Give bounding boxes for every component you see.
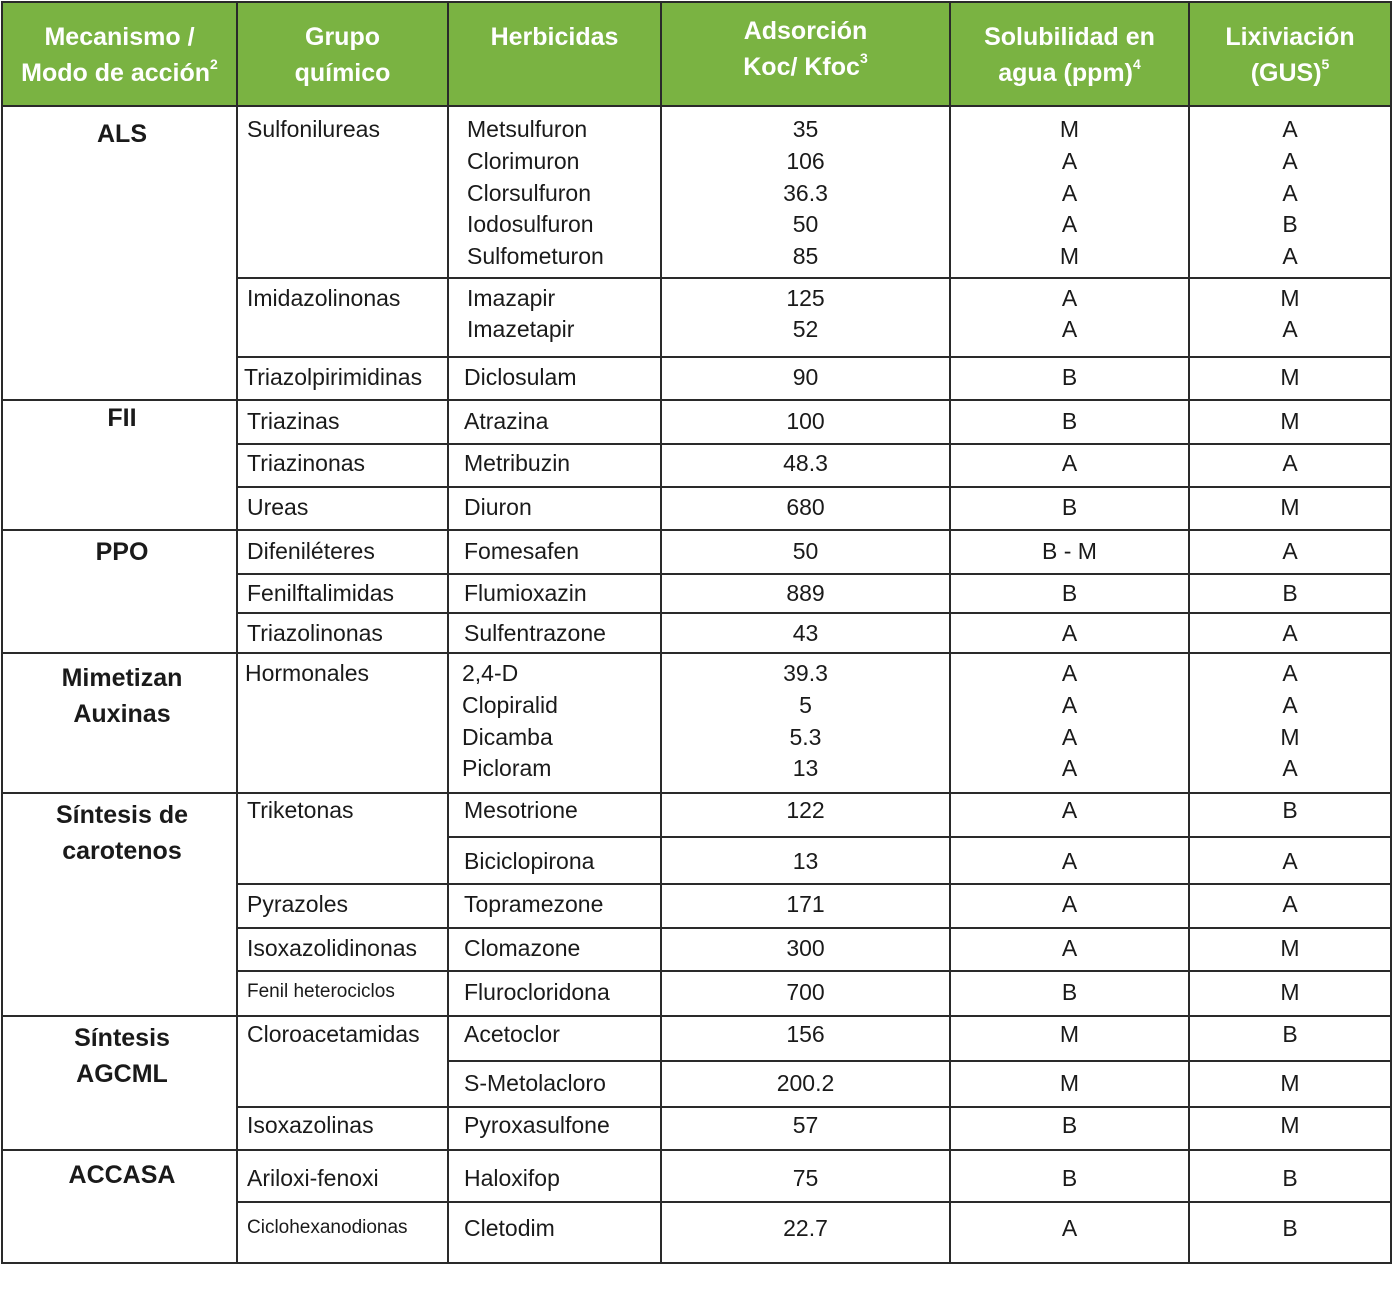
grid-line — [236, 1201, 1392, 1203]
grid-line — [1, 105, 1392, 107]
mechanism-fii — [4, 400, 240, 436]
mechanism-label: Auxinas — [73, 700, 171, 728]
mechanism-carotenos — [4, 797, 240, 869]
header-leaching-line-2 — [1190, 55, 1390, 91]
gus-cell: A — [1282, 848, 1298, 874]
koc-cell: 36.3 — [783, 180, 828, 206]
koc-cell: 50 — [792, 538, 819, 564]
header-solubility-line-2 — [951, 55, 1188, 91]
koc-cell: 300 — [786, 935, 825, 961]
herbicide-cell: Metribuzin — [464, 450, 571, 476]
header-adsorption-line-1: Adsorción — [743, 17, 868, 45]
header-solubility-line-1: Solubilidad en — [984, 22, 1155, 51]
group-cell: Ariloxi-fenoxi — [247, 1165, 379, 1191]
koc-cell: 156 — [786, 1021, 825, 1047]
herbicide-cell: Sulfentrazone — [464, 620, 606, 646]
mechanism-accasa — [4, 1157, 240, 1193]
group-cell: Hormonales — [245, 660, 369, 686]
header-mechanism-footnote: 2 — [210, 55, 218, 72]
gus-cell: B — [1282, 1215, 1298, 1241]
group-cell: Triazolinonas — [247, 620, 383, 646]
header-mechanism-line-2-text: Modo de acción — [21, 58, 211, 87]
group-cell: Triazinas — [247, 408, 340, 434]
gus-cell: A — [1282, 538, 1298, 564]
grid-line — [447, 1, 449, 1264]
mechanism-label: ALS — [97, 120, 147, 148]
grid-line — [236, 277, 1392, 279]
group-cell: Fenilftalimidas — [247, 580, 394, 606]
gus-cell: A — [1282, 450, 1298, 476]
mechanism-label: Síntesis de — [56, 801, 188, 829]
mechanism-label: AGCML — [76, 1060, 168, 1088]
grid-line — [236, 612, 1392, 614]
koc-cell: 5.3 — [789, 724, 822, 750]
grid-line — [236, 927, 1392, 929]
koc-cell: 35 — [792, 116, 819, 142]
solubility-cell: A — [1061, 620, 1078, 646]
gus-cell: B — [1282, 211, 1298, 237]
mechanism-als — [4, 116, 240, 152]
herbicide-cell: Dicamba — [462, 724, 553, 750]
koc-cell: 57 — [792, 1112, 819, 1138]
header-group-line-2: químico — [294, 58, 391, 87]
herbicide-cell: Clopiralid — [462, 692, 558, 718]
herbicide-cell: Biciclopirona — [464, 848, 595, 874]
mechanism-label: FII — [107, 404, 137, 432]
gus-cell: M — [1280, 364, 1300, 390]
herbicide-cell: Topramezone — [464, 891, 604, 917]
herbicide-cell: Sulfometuron — [467, 243, 604, 269]
gus-cell: A — [1282, 755, 1298, 781]
solubility-cell: B — [1061, 408, 1078, 434]
koc-cell: 50 — [792, 211, 819, 237]
group-cell: Isoxazolidinonas — [247, 935, 418, 961]
gus-cell: M — [1280, 935, 1300, 961]
header-solubility-footnote: 4 — [1132, 55, 1141, 72]
group-cell: Imidazolinonas — [247, 285, 401, 311]
gus-cell: A — [1282, 316, 1298, 342]
gus-cell: M — [1280, 979, 1300, 1005]
koc-cell: 680 — [786, 494, 825, 520]
herbicide-cell: Cletodim — [464, 1215, 555, 1241]
solubility-cell: A — [1061, 148, 1078, 174]
koc-cell: 889 — [786, 580, 825, 606]
herbicide-cell: Picloram — [462, 755, 552, 781]
group-cell: Triazolpirimidinas — [244, 364, 423, 390]
header-group-line-1: Grupo — [305, 22, 380, 51]
gus-cell: A — [1282, 116, 1298, 142]
gus-cell: M — [1280, 1070, 1300, 1096]
herbicide-cell: Acetoclor — [464, 1021, 560, 1047]
gus-cell: A — [1282, 891, 1298, 917]
mechanism-label: carotenos — [62, 837, 182, 865]
header-leaching-footnote: 5 — [1321, 55, 1330, 72]
koc-cell: 90 — [792, 364, 819, 390]
koc-cell: 39.3 — [783, 660, 828, 686]
header-adsorption — [662, 3, 949, 106]
gus-cell: A — [1282, 148, 1298, 174]
grid-line — [1, 1, 3, 1264]
solubility-cell: A — [1061, 891, 1078, 917]
gus-cell: B — [1282, 580, 1298, 606]
koc-cell: 5 — [799, 692, 812, 718]
grid-line — [1, 1149, 1392, 1151]
header-herbicides — [449, 3, 660, 106]
grid-line — [236, 486, 1392, 488]
koc-cell: 85 — [792, 243, 819, 269]
koc-cell: 200.2 — [776, 1070, 835, 1096]
solubility-cell: B — [1061, 979, 1078, 1005]
gus-cell: B — [1282, 1021, 1298, 1047]
herbicide-cell: Metsulfuron — [467, 116, 588, 142]
header-herbicides-text: Herbicidas — [490, 23, 619, 51]
group-cell: Ureas — [247, 494, 309, 520]
solubility-cell: B — [1061, 1112, 1078, 1138]
group-cell: Difeniléteres — [247, 538, 375, 564]
grid-line — [1, 1, 1392, 3]
gus-cell: M — [1280, 724, 1300, 750]
gus-cell: A — [1282, 692, 1298, 718]
herbicide-cell: Haloxifop — [464, 1165, 560, 1191]
herbicide-cell: Imazetapir — [467, 316, 575, 342]
solubility-cell: M — [1059, 1070, 1080, 1096]
mechanism-ppo — [4, 534, 240, 570]
grid-line — [1390, 1, 1392, 1264]
herbicide-cell: S-Metolacloro — [464, 1070, 606, 1096]
gus-cell: A — [1282, 620, 1298, 646]
koc-cell: 13 — [792, 755, 819, 781]
koc-cell: 700 — [786, 979, 825, 1005]
koc-cell: 52 — [792, 316, 819, 342]
grid-line — [236, 356, 1392, 358]
koc-cell: 13 — [792, 848, 819, 874]
herbicide-cell: Atrazina — [464, 408, 549, 434]
grid-line — [236, 573, 1392, 575]
group-cell: Fenil heterociclos — [247, 981, 395, 1002]
herbicide-cell: Imazapir — [467, 285, 556, 311]
mechanism-label: Mimetizan — [61, 664, 183, 692]
group-cell: Cloroacetamidas — [247, 1021, 420, 1047]
grid-line — [236, 443, 1392, 445]
solubility-cell: M — [1059, 243, 1080, 269]
gus-cell: A — [1282, 660, 1298, 686]
header-chemical-group — [238, 3, 447, 106]
grid-line — [447, 836, 1392, 838]
solubility-cell: B — [1061, 364, 1078, 390]
koc-cell: 100 — [786, 408, 825, 434]
grid-line — [447, 1060, 1392, 1062]
header-solubility-line-2-text: agua (ppm) — [998, 58, 1133, 87]
solubility-cell: B — [1061, 1165, 1078, 1191]
herbicide-cell: Diclosulam — [464, 364, 577, 390]
grid-line — [236, 1106, 1392, 1108]
herbicide-cell: Flumioxazin — [464, 580, 587, 606]
solubility-cell: M — [1059, 116, 1080, 142]
group-cell: Triketonas — [247, 797, 354, 823]
header-solubility — [951, 3, 1188, 106]
herbicide-cell: Clomazone — [464, 935, 581, 961]
grid-line — [236, 883, 1392, 885]
solubility-cell: A — [1061, 755, 1078, 781]
group-cell: Isoxazolinas — [247, 1112, 374, 1138]
herbicide-cell: Pyroxasulfone — [464, 1112, 610, 1138]
group-cell: Pyrazoles — [247, 891, 348, 917]
gus-cell: A — [1282, 180, 1298, 206]
solubility-cell: A — [1061, 660, 1078, 686]
solubility-cell: A — [1061, 724, 1078, 750]
koc-cell: 48.3 — [783, 450, 828, 476]
solubility-cell: A — [1061, 211, 1078, 237]
header-adsorption-line-2-text: Koc/ Kfoc — [743, 53, 860, 81]
grid-line — [1, 529, 1392, 531]
koc-cell: 43 — [792, 620, 819, 646]
herbicide-cell: 2,4-D — [462, 660, 519, 686]
grid-line — [1, 1262, 1392, 1264]
gus-cell: M — [1280, 494, 1300, 520]
solubility-cell: A — [1061, 935, 1078, 961]
group-cell: Triazinonas — [247, 450, 366, 476]
koc-cell: 171 — [786, 891, 825, 917]
mechanism-label: Síntesis — [74, 1024, 170, 1052]
header-leaching-line-1: Lixiviación — [1225, 22, 1355, 51]
gus-cell: B — [1282, 797, 1298, 823]
solubility-cell: A — [1061, 692, 1078, 718]
mechanism-agcml — [4, 1020, 240, 1092]
gus-cell: A — [1282, 243, 1298, 269]
solubility-cell: A — [1061, 316, 1078, 342]
koc-cell: 106 — [786, 148, 825, 174]
solubility-cell: A — [1061, 450, 1078, 476]
koc-cell: 122 — [786, 797, 825, 823]
gus-cell: B — [1282, 1165, 1298, 1191]
header-mechanism-line-2 — [3, 55, 236, 91]
koc-cell: 75 — [792, 1165, 819, 1191]
solubility-cell: B — [1061, 494, 1078, 520]
herbicide-cell: Diuron — [464, 494, 532, 520]
herbicide-cell: Flurocloridona — [464, 979, 610, 1005]
grid-line — [1, 1015, 1392, 1017]
koc-cell: 125 — [786, 285, 825, 311]
mechanism-auxinas — [4, 660, 240, 732]
solubility-cell: B - M — [1042, 538, 1097, 564]
header-mechanism-line-1: Mecanismo / — [44, 22, 195, 51]
gus-cell: M — [1280, 408, 1300, 434]
herbicide-cell: Fomesafen — [464, 538, 580, 564]
herbicide-cell: Iodosulfuron — [467, 211, 594, 237]
header-adsorption-footnote: 3 — [859, 50, 868, 66]
grid-line — [236, 970, 1392, 972]
solubility-cell: A — [1061, 797, 1078, 823]
solubility-cell: A — [1061, 285, 1078, 311]
header-leaching — [1190, 3, 1390, 106]
header-mechanism — [3, 3, 236, 106]
header-leaching-line-2-text: (GUS) — [1250, 58, 1322, 87]
gus-cell: M — [1280, 1112, 1300, 1138]
herbicide-cell: Clorsulfuron — [467, 180, 591, 206]
group-cell: Ciclohexanodionas — [247, 1217, 408, 1238]
header-adsorption-line-2 — [662, 49, 949, 85]
grid-line — [1, 652, 1392, 654]
solubility-cell: M — [1059, 1021, 1080, 1047]
solubility-cell: A — [1061, 848, 1078, 874]
mechanism-label: PPO — [95, 538, 149, 566]
mechanism-label: ACCASA — [68, 1161, 176, 1189]
solubility-cell: B — [1061, 580, 1078, 606]
herbicide-cell: Mesotrione — [464, 797, 578, 823]
herbicide-cell: Clorimuron — [467, 148, 580, 174]
gus-cell: M — [1280, 285, 1300, 311]
group-cell: Sulfonilureas — [247, 116, 380, 142]
solubility-cell: A — [1061, 1215, 1078, 1241]
solubility-cell: A — [1061, 180, 1078, 206]
koc-cell: 22.7 — [783, 1215, 828, 1241]
